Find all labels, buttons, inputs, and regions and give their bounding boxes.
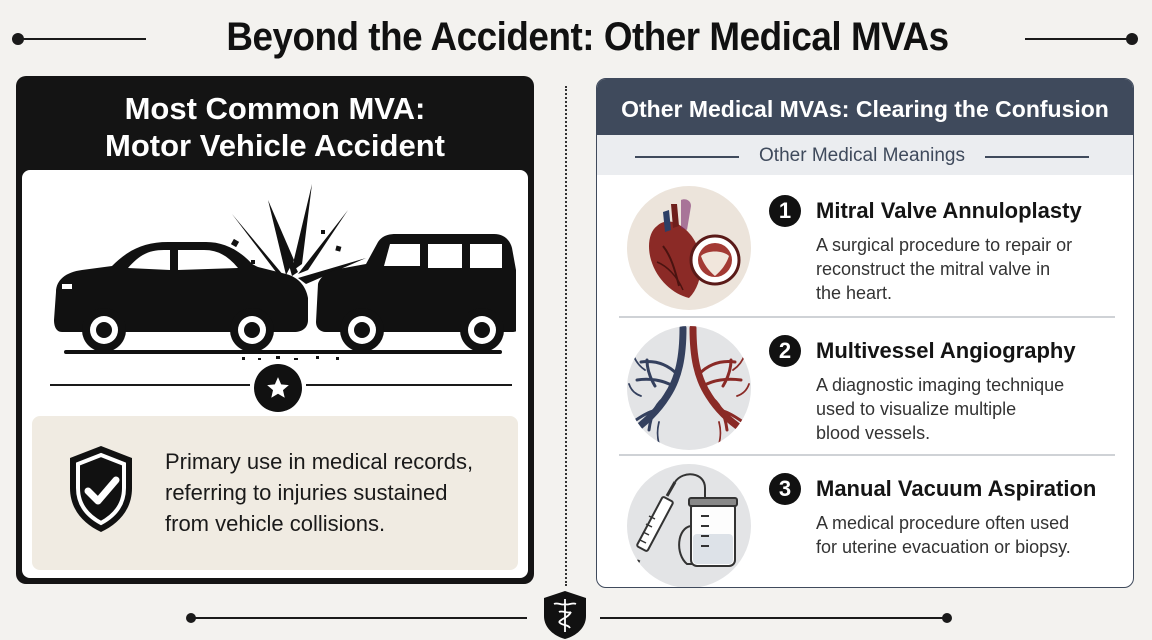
divider-left [50, 384, 250, 386]
shield-check-icon [66, 444, 136, 534]
note-line-3: from vehicle collisions. [165, 511, 386, 536]
item-desc-2 [816, 373, 1096, 445]
subheading: Other Medical Meanings [759, 145, 965, 166]
number-badge-3: 3 [769, 473, 801, 505]
item-title-2: Multivessel Angiography [816, 338, 1076, 363]
meaning-item-3 [597, 455, 1133, 588]
star-icon [254, 364, 302, 412]
item-title-3: Manual Vacuum Aspiration [816, 476, 1097, 501]
most-common-panel [16, 76, 534, 584]
desc-1-line-3: the heart. [816, 283, 893, 303]
item-desc-3 [816, 511, 1096, 559]
meaning-item-2 [597, 317, 1133, 455]
other-mvas-heading: Other Medical MVAs: Clearing the Confusion [597, 79, 1133, 135]
bottom-dot-right [942, 613, 952, 623]
subheading-rule-left [635, 156, 739, 158]
caduceus-shield-icon [542, 590, 588, 640]
syringe-aspirator-icon [627, 464, 751, 588]
heart-valve-icon [627, 186, 751, 310]
page-title: Beyond the Accident: Other Medical MVAs [226, 15, 949, 59]
title-rule-left [18, 38, 146, 40]
note-line-1: Primary use in medical records, [165, 449, 474, 474]
title-row [0, 8, 1152, 68]
desc-3-line-1: A medical procedure often used [816, 513, 1070, 533]
bottom-rule-left [190, 617, 527, 619]
primary-use-note [32, 416, 518, 570]
most-common-heading [16, 90, 534, 164]
accident-card [22, 170, 528, 578]
subheading-rule-right [985, 156, 1089, 158]
desc-2-line-1: A diagnostic imaging technique [816, 375, 1065, 395]
desc-2-line-2: used to visualize multiple [816, 399, 1017, 419]
number-badge-1: 1 [769, 195, 801, 227]
center-dotted-divider [565, 86, 567, 586]
bottom-rule-right [600, 617, 946, 619]
number-badge-2: 2 [769, 335, 801, 367]
desc-1-line-1: A surgical procedure to repair or [816, 235, 1073, 255]
note-line-2: referring to injuries sustained [165, 480, 448, 505]
heading-line-2: Motor Vehicle Accident [105, 128, 445, 163]
other-mvas-panel [596, 78, 1134, 588]
title-rule-right [1025, 38, 1133, 40]
meaning-item-1 [597, 177, 1133, 315]
heading-line-1: Most Common MVA: [124, 91, 426, 126]
divider-right [306, 384, 512, 386]
subheading-band [597, 135, 1133, 175]
desc-1-line-2: reconstruct the mitral valve in [816, 259, 1051, 279]
blood-vessels-icon [627, 326, 751, 450]
car-collision-icon [36, 180, 516, 360]
primary-use-text [165, 446, 505, 539]
desc-2-line-3: blood vessels. [816, 423, 931, 443]
title-dot-right [1126, 33, 1138, 45]
desc-3-line-2: for uterine evacuation or biopsy. [816, 537, 1071, 557]
item-desc-1 [816, 233, 1096, 305]
item-title-1: Mitral Valve Annuloplasty [816, 198, 1082, 223]
